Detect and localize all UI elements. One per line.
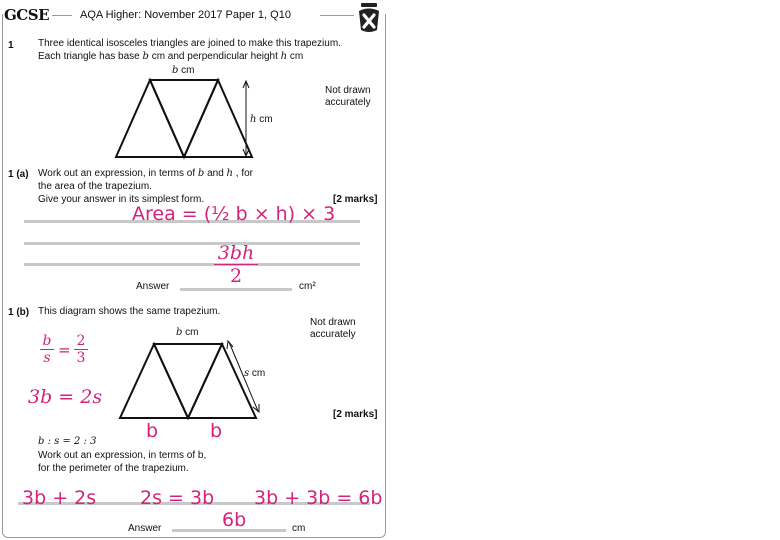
hw-fraction-b-s (40, 333, 54, 366)
q1a-number: 1 (a) (8, 169, 29, 180)
q1-line2: Each triangle has base b cm and perpendicular height h cm (38, 51, 304, 62)
q1b-unit: cm (292, 523, 306, 534)
diagram2-note-line1: Not drawn (310, 317, 356, 328)
diagram1-side-label: h cm (250, 114, 273, 125)
diagram2-side-label: s cm (244, 368, 266, 379)
diagram1-note-line1: Not drawn (325, 85, 371, 96)
diagram1-top-label: b cm (172, 65, 195, 76)
q1a-marks: [2 marks] (333, 194, 378, 205)
header-line-right (320, 15, 354, 16)
q1a-answer-label: Answer (136, 281, 170, 292)
gcse-logo: GCSE (4, 6, 50, 24)
hw-3b-plus-2s: 3b + 2s (22, 487, 97, 509)
diagram1-note-line2: accurately (325, 97, 371, 108)
q1a-line2: the area of the trapezium. (38, 181, 152, 192)
q1a-answer-denominator: 2 (229, 265, 243, 287)
hw-fraction-2-3 (74, 333, 88, 366)
q1a-answer-numerator: 3bh (217, 242, 255, 264)
hw-frac-b: b (42, 333, 52, 349)
q1b-line2: Work out an expression, in terms of b, (38, 450, 207, 461)
trapezium-diagram-2 (112, 336, 272, 426)
trapezium-diagram-1 (100, 70, 270, 165)
hw-2s-equals-3b: 2s = 3b (140, 487, 215, 509)
q1b-line3: for the perimeter of the trapezium. (38, 463, 189, 474)
hw-frac-3: 3 (76, 350, 86, 366)
q1b-ratio: b : s = 2 : 3 (38, 436, 97, 447)
q1a-working-line-3 (24, 263, 360, 266)
q1b-number: 1 (b) (8, 307, 30, 318)
hw-3b-equals-2s: 3b = 2s (28, 386, 103, 408)
q1-line1: Three identical isosceles triangles are joined to make this trapezium. (38, 38, 341, 49)
hw-base-b-1: b (146, 420, 159, 442)
hw-frac-s: s (43, 350, 51, 366)
q1a-answer-line (180, 288, 292, 291)
q1a-unit: cm² (299, 281, 316, 292)
header-line-left (52, 15, 72, 16)
q1b-answer: 6b (222, 509, 247, 531)
q1b-line1: This diagram shows the same trapezium. (38, 306, 221, 317)
header-title: AQA Higher: November 2017 Paper 1, Q10 (80, 9, 291, 21)
q1a-line1: Work out an expression, in terms of b and h , for (38, 168, 254, 179)
hw-3b-plus-3b: 3b + 3b = 6b (254, 487, 383, 509)
q1a-working-line-2 (24, 242, 360, 245)
diagram2-note-line2: accurately (310, 329, 356, 340)
q1a-line3: Give your answer in its simplest form. (38, 194, 205, 205)
q1b-answer-label: Answer (128, 523, 162, 534)
q1a-answer-fraction (214, 242, 258, 287)
hw-base-b-2: b (210, 420, 223, 442)
hw-frac-2: 2 (76, 333, 86, 349)
q1b-marks: [2 marks] (333, 409, 378, 420)
close-icon[interactable] (356, 2, 382, 34)
hw-equals: = (58, 341, 71, 359)
diagram2-top-label: b cm (176, 327, 199, 338)
q1-number: 1 (8, 40, 14, 51)
q1a-working: Area = (½ b × h) × 3 (132, 203, 336, 225)
